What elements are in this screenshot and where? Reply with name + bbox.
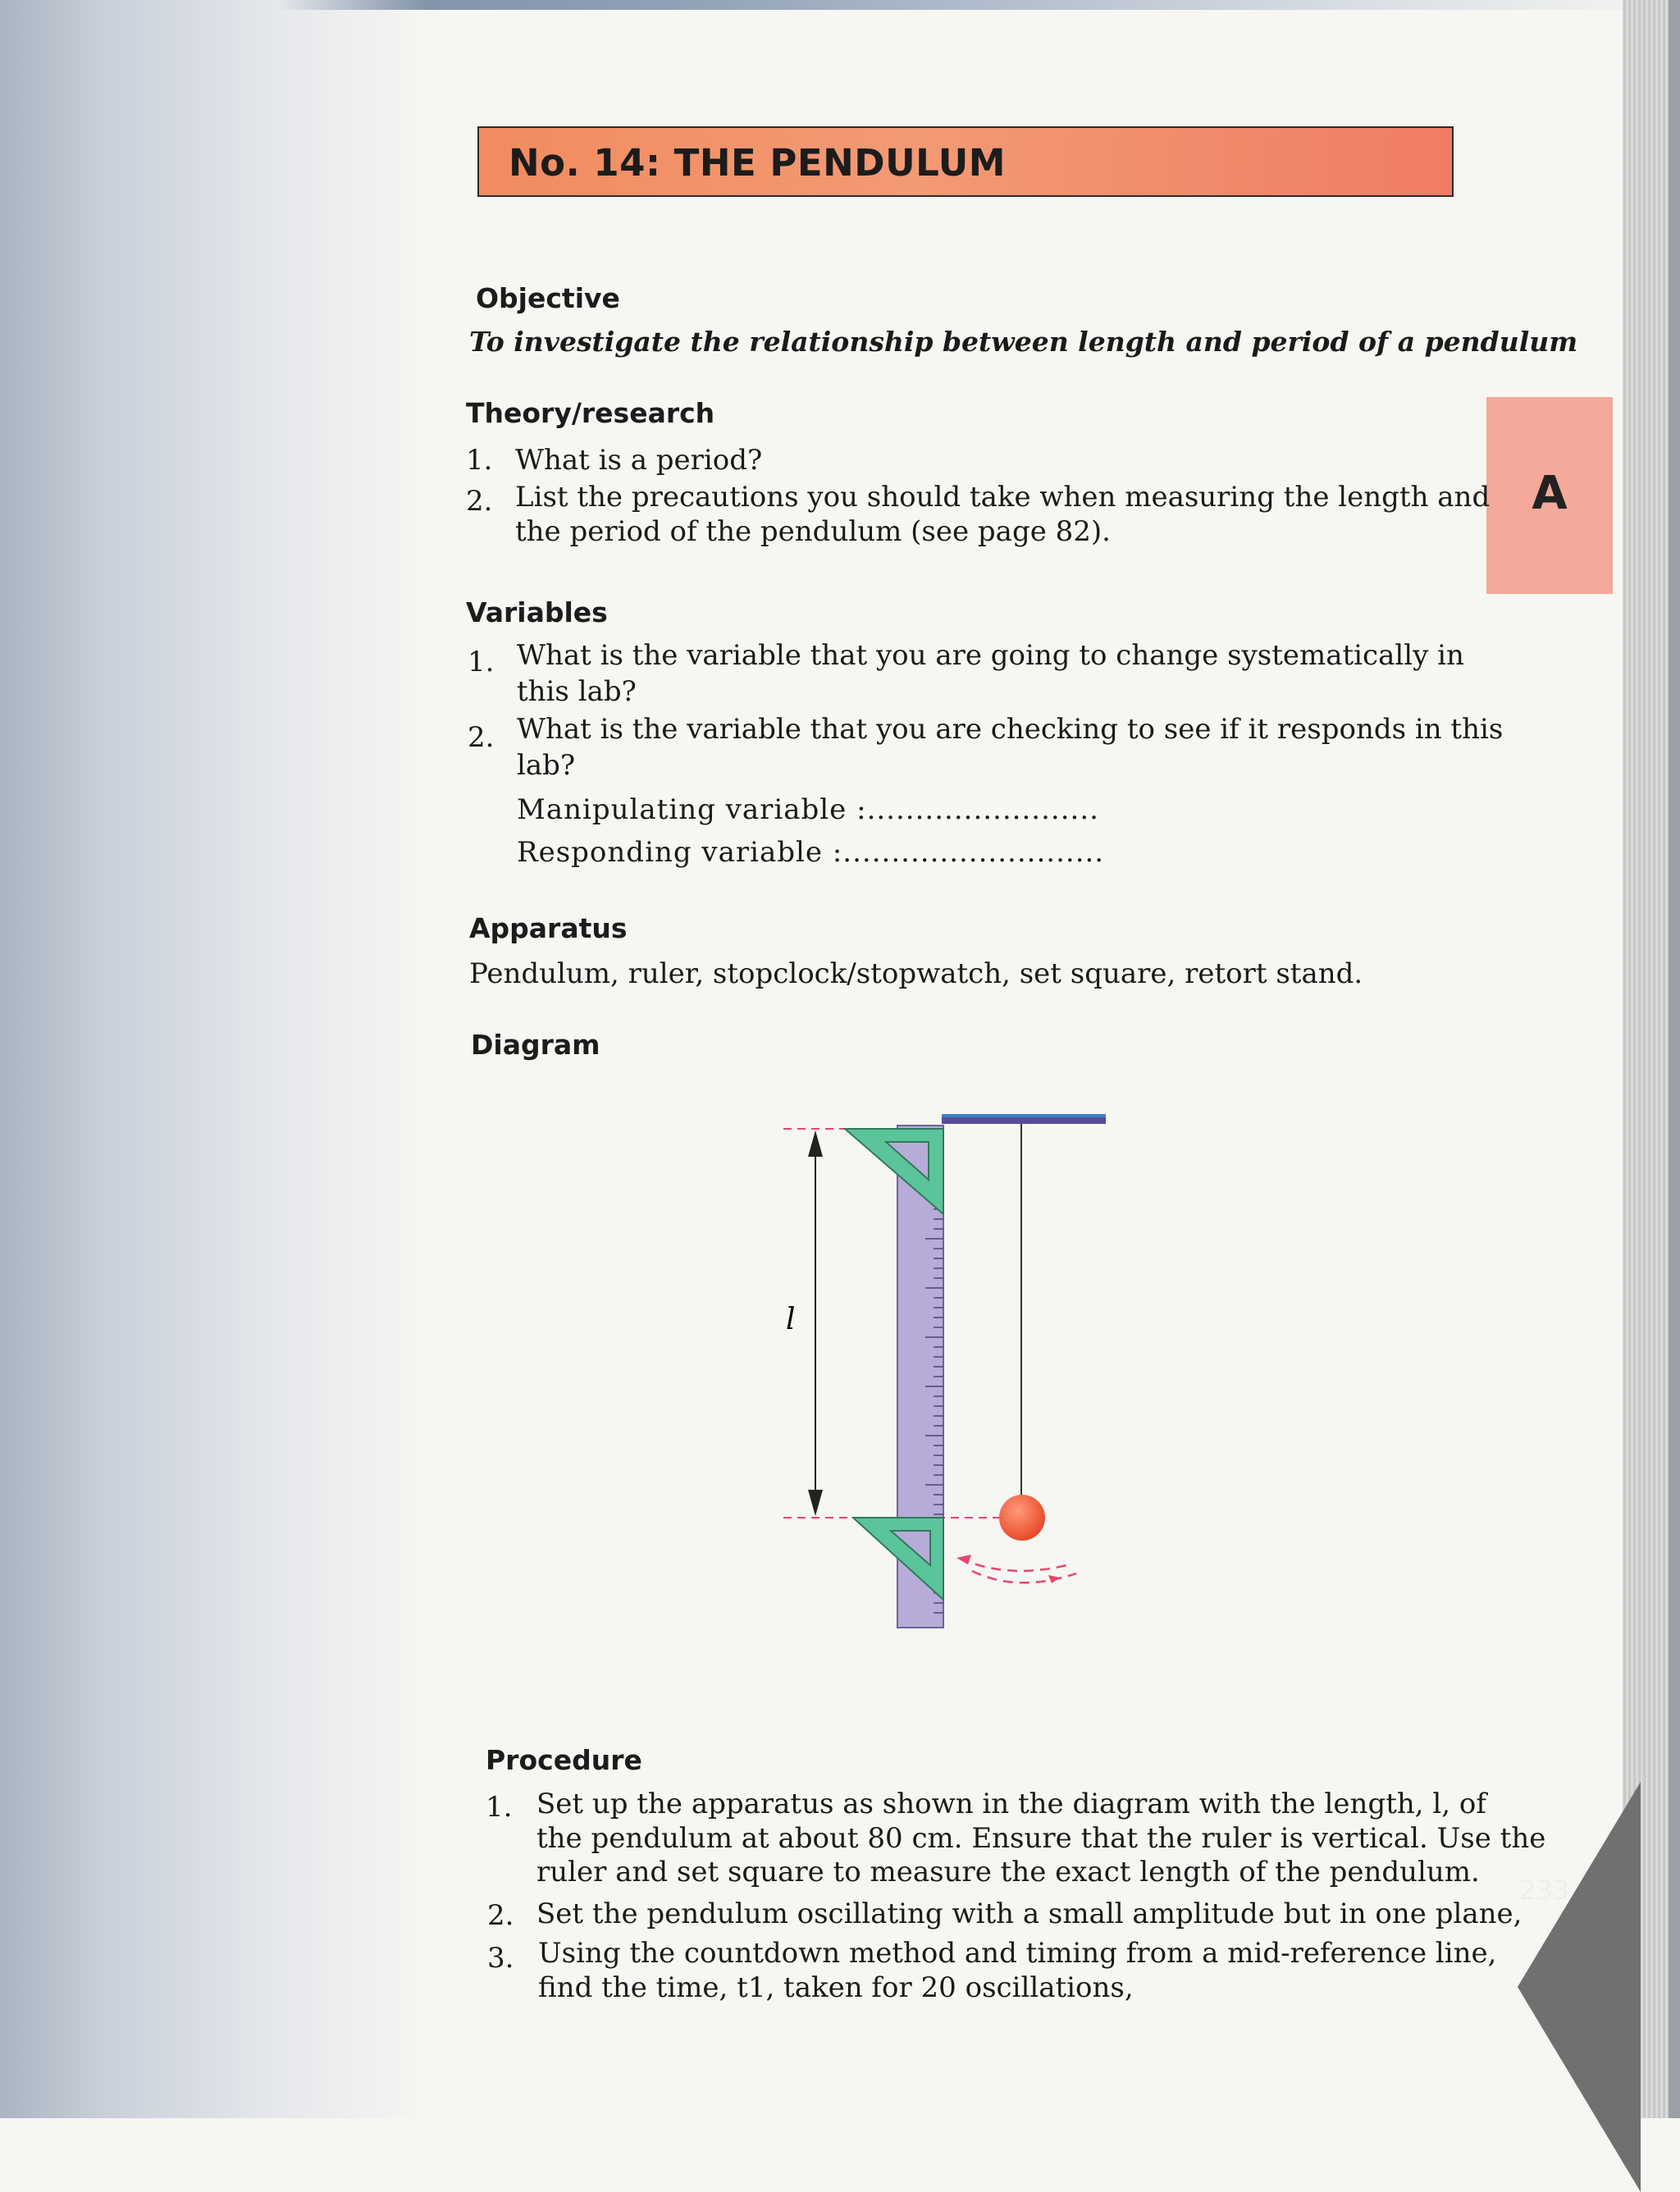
apparatus-text: Pendulum, ruler, stopclock/stopwatch, set square, retort stand.: [469, 957, 1363, 990]
variables-item-text: What is the variable that you are going to change systematically in: [517, 639, 1464, 672]
theory-item-number: 1.: [466, 444, 493, 477]
procedure-item-text-cont: ruler and set square to measure the exact length of the pendulum.: [536, 1856, 1480, 1888]
procedure-item-text-cont: the pendulum at about 80 cm. Ensure that the ruler is vertical. Use the: [536, 1822, 1546, 1855]
objective-heading: Objective: [476, 282, 620, 314]
theory-item-text: What is a period?: [515, 444, 763, 477]
objective-text: To investigate the relationship between length and period of a pendulum: [469, 326, 1578, 358]
variables-item-number: 2.: [468, 721, 495, 754]
variables-item-text: What is the variable that you are checking to see if it responds in this: [517, 713, 1504, 746]
page-title: No. 14: THE PENDULUM: [477, 126, 1454, 197]
page-gutter-shadow: [0, 0, 427, 2118]
book-edge-shadow: [1669, 0, 1680, 2118]
manipulating-variable-blank: Manipulating variable :........................: [517, 793, 1099, 826]
variables-item-text-cont: lab?: [517, 749, 576, 782]
page-corner-tab: [1518, 1782, 1641, 2192]
theory-heading: Theory/research: [466, 397, 715, 429]
variables-item-number: 1.: [468, 646, 495, 678]
pendulum-diagram: [738, 1091, 1165, 1657]
page-number: 233: [1519, 1875, 1570, 1906]
procedure-item-number: 2.: [487, 1899, 514, 1932]
length-label: l: [786, 1303, 796, 1336]
diagram-heading: Diagram: [471, 1029, 600, 1061]
swing-path-upper: [960, 1559, 1066, 1571]
procedure-item-text: Set up the apparatus as shown in the diagram with the length, l, of: [536, 1788, 1486, 1820]
procedure-item-text: Set the pendulum oscillating with a small amplitude but in one plane,: [536, 1897, 1522, 1930]
swing-path-lower: [972, 1571, 1076, 1582]
theory-item-text-cont: the period of the pendulum (see page 82).: [515, 515, 1111, 548]
section-tab: A: [1486, 397, 1613, 594]
procedure-heading: Procedure: [486, 1744, 642, 1776]
variables-heading: Variables: [466, 596, 608, 628]
pendulum-bob: [999, 1495, 1045, 1541]
procedure-item-text: Using the countdown method and timing from a mid-reference line,: [538, 1937, 1497, 1970]
procedure-item-text-cont: find the time, t1, taken for 20 oscillations,: [538, 1971, 1134, 2004]
theory-item-text: List the precautions you should take when measuring the length and: [515, 481, 1491, 514]
procedure-item-number: 1.: [486, 1791, 513, 1824]
responding-variable-blank: Responding variable :...........................: [517, 836, 1105, 869]
apparatus-heading: Apparatus: [469, 912, 628, 944]
variables-item-text-cont: this lab?: [517, 675, 637, 708]
theory-item-number: 2.: [466, 485, 493, 518]
procedure-item-number: 3.: [487, 1942, 514, 1975]
